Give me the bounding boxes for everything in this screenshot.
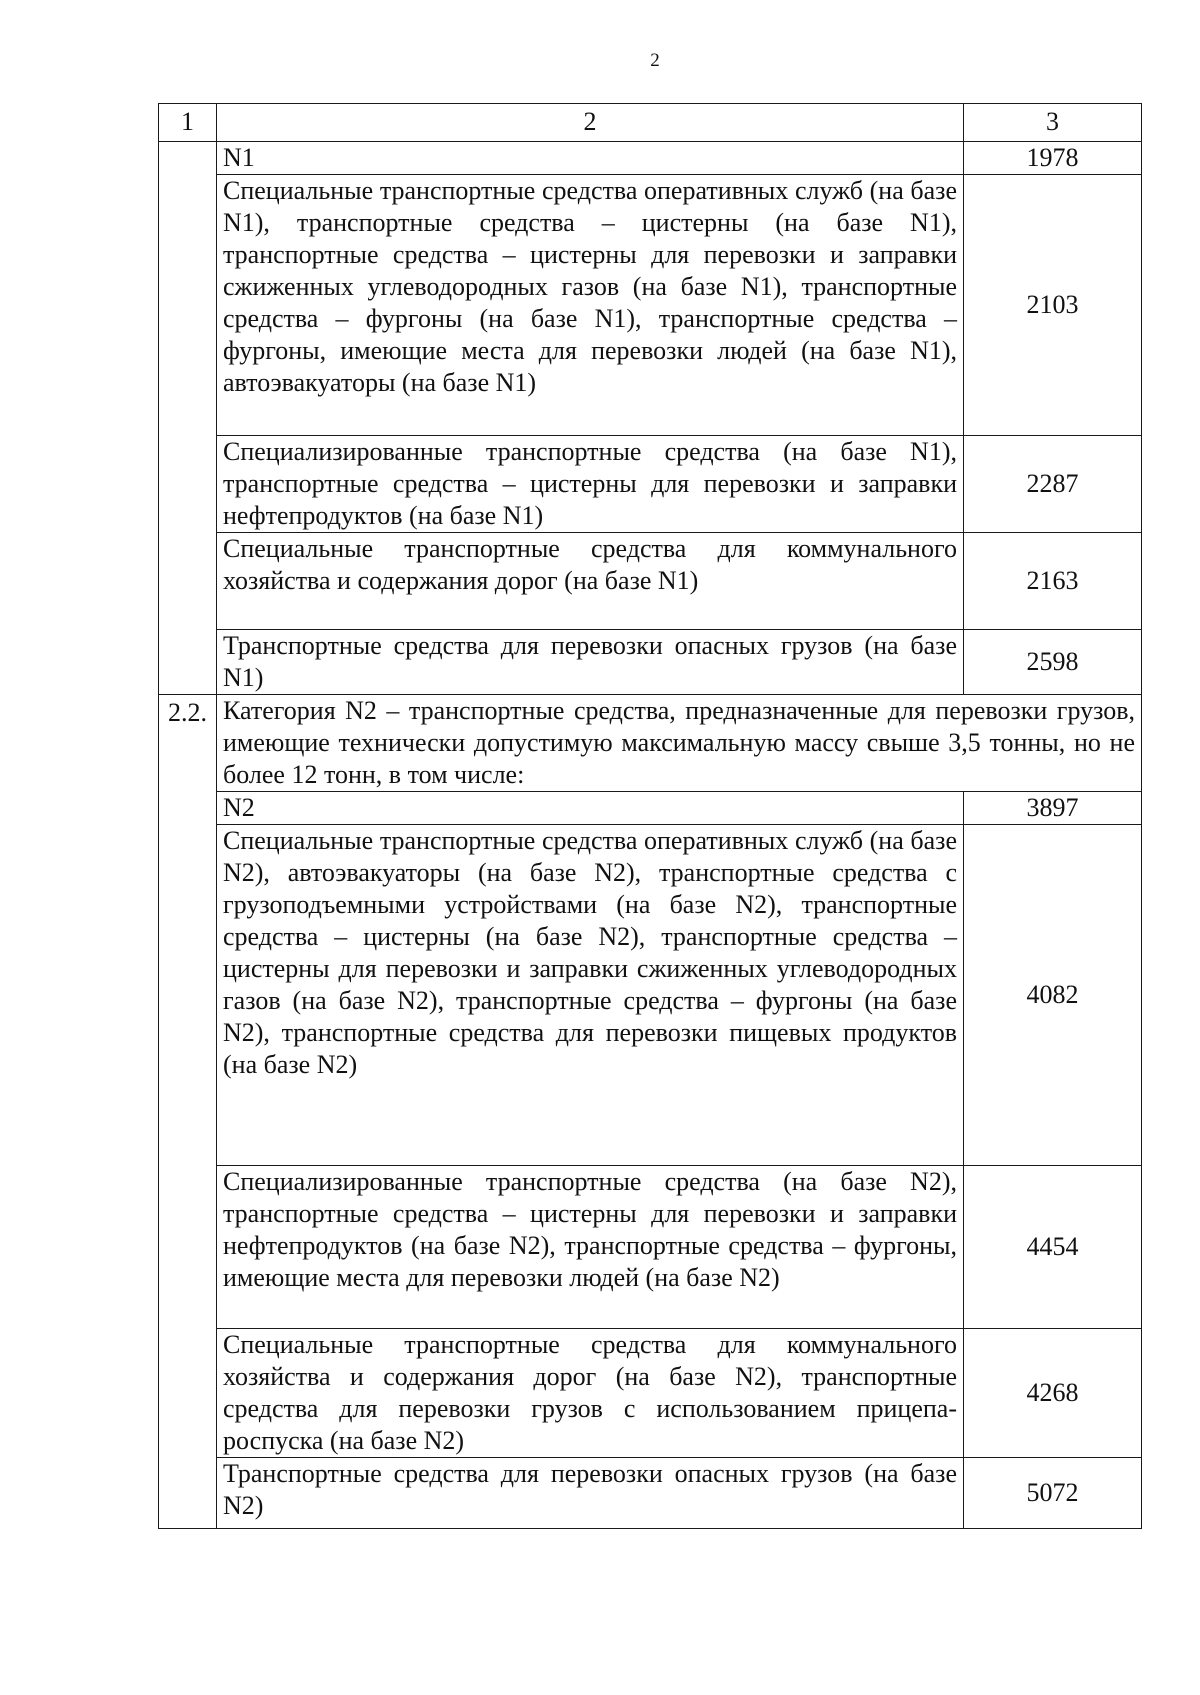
section-number: 2.2. [159, 695, 217, 1529]
row-description: Специальные транспортные средства для коммунального хозяйства и содержания дорог (на базе N2), транспортные средства для перевозки грузов с использованием прицепа-роспуска (на базе N2) [217, 1329, 964, 1458]
row-value: 3897 [964, 792, 1142, 825]
table-row [159, 175, 1142, 436]
row-description: Транспортные средства для перевозки опасных грузов (на базе N2) [217, 1458, 964, 1529]
table-header-row [159, 104, 1142, 142]
category-description: Категория N2 – транспортные средства, предназначенные для перевозки грузов, имеющие технически допустимую максимальную массу свыше 3,5 тонны, но не более 12 тонн, в том числе: [217, 695, 1142, 792]
row-value: 1978 [964, 142, 1142, 175]
row-value: 4454 [964, 1166, 1142, 1329]
table-row [159, 533, 1142, 630]
table-row [159, 436, 1142, 533]
tariff-table [158, 103, 1142, 1529]
table-row [159, 630, 1142, 695]
table-row [159, 1458, 1142, 1529]
page-number: 2 [650, 50, 660, 71]
header-col-3: 3 [964, 104, 1142, 142]
row-description: Специальные транспортные средства оперативных служб (на базе N2), автоэвакуаторы (на базе N2), транспортные средства с грузоподъемными устройствами (на базе N2), транспортные средства – цистерны (на базе N2), транспортные средства – цистерны для перевозки и заправки сжиженных углеводородных газов (на базе N2), транспортные средства – фургоны (на базе N2), транспортные средства для перевозки пищевых продуктов (на базе N2) [217, 825, 964, 1166]
table-row [159, 142, 1142, 175]
row-value: 2598 [964, 630, 1142, 695]
header-col-1: 1 [159, 104, 217, 142]
row-value: 4268 [964, 1329, 1142, 1458]
header-col-2: 2 [217, 104, 964, 142]
row-value: 4082 [964, 825, 1142, 1166]
row-description: Специальные транспортные средства оперативных служб (на базе N1), транспортные средства – цистерны (на базе N1), транспортные средства – цистерны для перевозки и заправки сжиженных углеводородных газов (на базе N1), транспортные средства – фургоны (на базе N1), транспортные средства – фургоны, имеющие места для перевозки людей (на базе N1), автоэвакуаторы (на базе N1) [217, 175, 964, 436]
row-value: 2103 [964, 175, 1142, 436]
row-value: 2287 [964, 436, 1142, 533]
table-row [159, 792, 1142, 825]
row-description: Специализированные транспортные средства (на базе N2), транспортные средства – цистерны для перевозки и заправки нефтепродуктов (на базе N2), транспортные средства – фургоны, имеющие места для перевозки людей (на базе N2) [217, 1166, 964, 1329]
row-value: 2163 [964, 533, 1142, 630]
table-row [159, 1329, 1142, 1458]
row-description: Специализированные транспортные средства (на базе N1), транспортные средства – цистерны для перевозки и заправки нефтепродуктов (на базе N1) [217, 436, 964, 533]
category-row [159, 695, 1142, 792]
row-value: 5072 [964, 1458, 1142, 1529]
table-row [159, 825, 1142, 1166]
row-description: N1 [217, 142, 964, 175]
section-number-cell [159, 142, 217, 695]
table-row [159, 1166, 1142, 1329]
row-description: Специальные транспортные средства для коммунального хозяйства и содержания дорог (на базе N1) [217, 533, 964, 630]
row-description: N2 [217, 792, 964, 825]
row-description: Транспортные средства для перевозки опасных грузов (на базе N1) [217, 630, 964, 695]
